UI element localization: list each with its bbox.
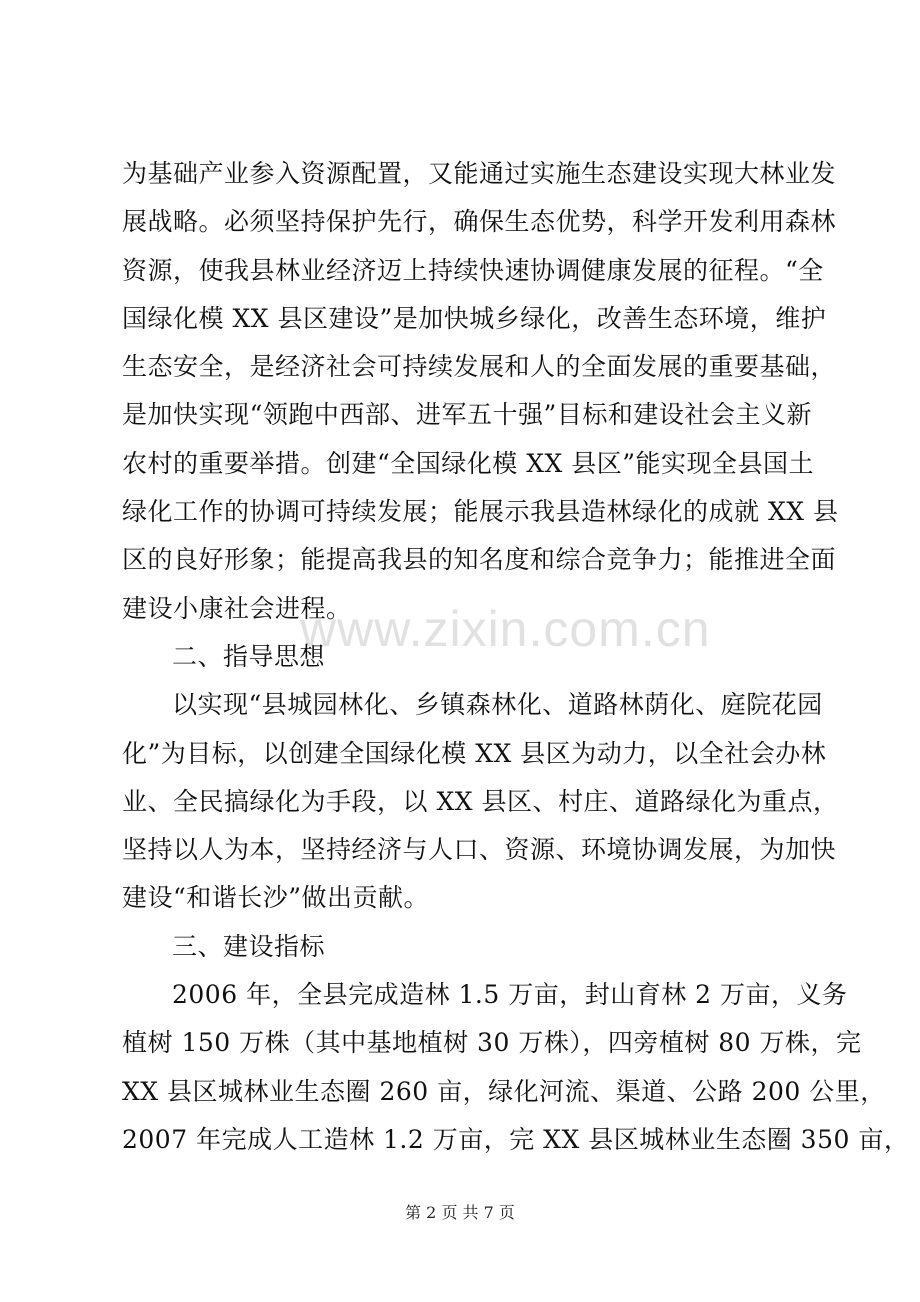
text-line: 2007 年完成人工造林 1.2 万亩，完 XX 县区城林业生态圈 350 亩， [122, 1124, 910, 1154]
text-line: 以实现“县城园林化、乡镇森林化、道路林荫化、庭院花园 [172, 690, 823, 720]
text-line: 国绿化模 XX 县区建设”是加快城乡绿化，改善生态环境，维护 [122, 303, 827, 333]
text-line: 2006 年，全县完成造林 1.5 万亩，封山育林 2 万亩，义务 [172, 980, 848, 1010]
text-line: 为基础产业参入资源配置，又能通过实施生态建设实现大林业发 [122, 159, 837, 188]
text-line: 区的良好形象；能提高我县的知名度和综合竞争力；能推进全面 [122, 545, 837, 575]
text-line: 建设小康社会进程。 [122, 593, 352, 623]
text-line: 展战略。必须坚持保护先行，确保生态优势，科学开发利用森林 [122, 207, 837, 237]
text-line: 建设“和谐长沙”做出贡献。 [122, 883, 430, 913]
text-line: 植树 150 万株（其中基地植树 30 万株），四旁植树 80 万株，完 [122, 1028, 862, 1058]
text-line: 资源，使我县林业经济迈上持续快速协调健康发展的征程。“全 [122, 255, 824, 285]
page-footer: 第 2 页 共 7 页 [405, 1203, 515, 1222]
text-line: 化”为目标，以创建全国绿化模 XX 县区为动力，以全社会办林 [122, 738, 827, 768]
text-line: XX 县区城林业生态圈 260 亩，绿化河流、渠道、公路 200 公里， [122, 1076, 886, 1106]
watermark: www.zixin.com.cn [300, 601, 711, 657]
text-line: 绿化工作的协调可持续发展；能展示我县造林绿化的成就 XX 县 [122, 497, 839, 527]
text-line: 是加快实现“领跑中西部、进军五十强”目标和建设社会主义新 [122, 400, 812, 430]
text-line: 坚持以人为本，坚持经济与人口、资源、环境协调发展，为加快 [122, 835, 837, 865]
text-line: 生态安全，是经济社会可持续发展和人的全面发展的重要基础， [122, 352, 837, 382]
text-line: 农村的重要举措。创建“全国绿化模 XX 县区”能实现全县国土 [122, 448, 815, 478]
section-heading-guiding-thought: 二、指导思想 [172, 641, 326, 671]
text-line: 业、全民搞绿化为手段，以 XX 县区、村庄、道路绿化为重点， [122, 786, 839, 816]
section-heading-construction-targets: 三、建设指标 [172, 931, 326, 961]
